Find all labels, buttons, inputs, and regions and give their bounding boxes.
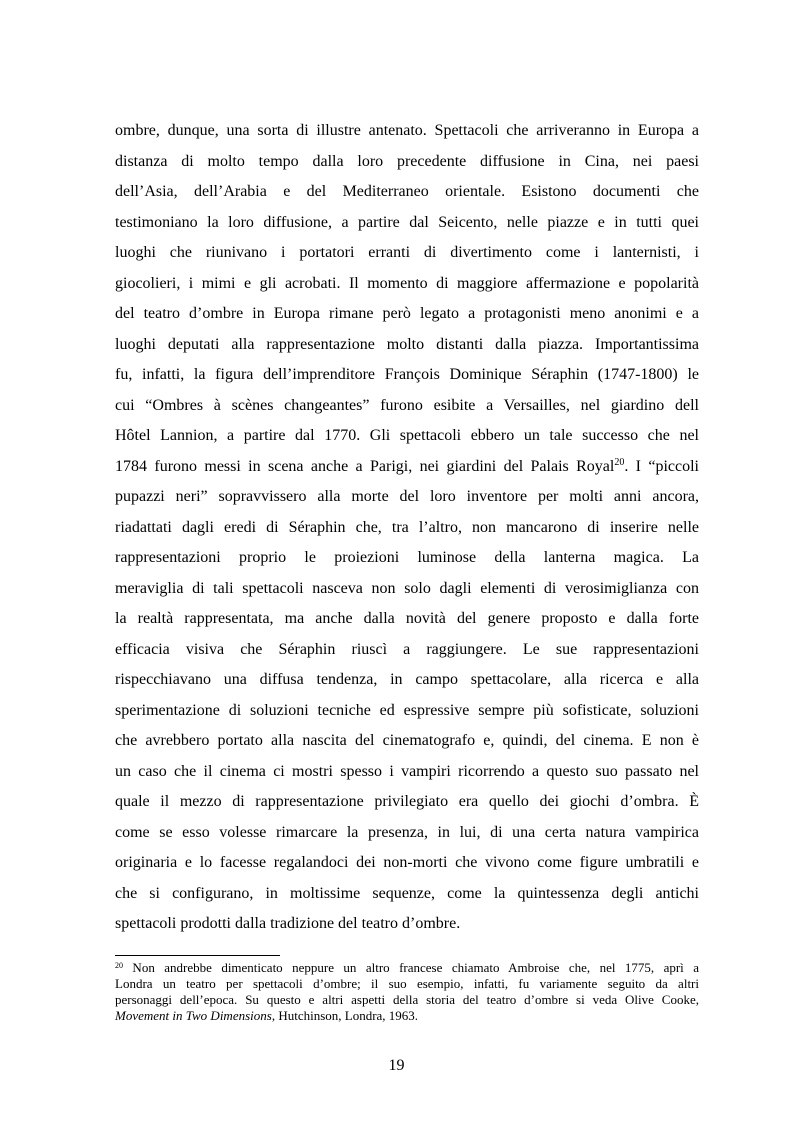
- text-segment: 1784 furono messi in scena anche a Parigi, nei giardini del Palais Royal: [115, 457, 615, 475]
- text-segment: , Hutchinson, Londra, 1963.: [271, 1008, 419, 1023]
- text-line: cui “Ombres à scènes changeantes” furono esibite a Versailles, nel giardino dell: [115, 396, 699, 414]
- text-line: che avrebbero portato alla nascita del cinematografo e, quindi, del cinema. E non è: [115, 732, 699, 749]
- text-line: fu, infatti, la figura dell’imprenditore François Dominique Séraphin (1747-1800) le: [115, 366, 699, 383]
- text-line-with-footnote-ref: [115, 452, 699, 483]
- text-line: originaria e lo facesse regalandoci dei non-morti che vivono come figure umbratili e: [115, 854, 699, 871]
- text-line: Hôtel Lannion, a partire dal 1770. Gli spettacoli ebbero un tale successo che nel: [115, 427, 699, 444]
- text-line: che si configurano, in moltissime sequenze, come la quintessenza degli antichi: [115, 884, 699, 902]
- text-line: rispecchiavano una diffusa tendenza, in campo spettacolare, alla ricerca e alla: [115, 671, 699, 688]
- text-line: dell’Asia, dell’Arabia e del Mediterraneo orientale. Esistono documenti che: [115, 183, 699, 200]
- text-line: la realtà rappresentata, ma anche dalla novità del genere proposto e dalla forte: [115, 610, 699, 627]
- text-line: giocolieri, i mimi e gli acrobati. Il momento di maggiore affermazione e popolarità: [115, 274, 699, 292]
- text-line: meraviglia di tali spettacoli nasceva non solo dagli elementi di verosimiglianza con: [115, 579, 699, 597]
- text-line: sperimentazione di soluzioni tecniche ed espressive sempre più sofisticate, soluzioni: [115, 701, 699, 719]
- page-number: 19: [388, 1057, 405, 1074]
- text-line: rappresentazioni proprio le proiezioni luminose della lanterna magica. La: [115, 549, 699, 566]
- text-line: testimoniano la loro diffusione, a partire dal Seicento, nelle piazze e in tutti quei: [115, 213, 699, 231]
- text-line: del teatro d’ombre in Europa rimane però legato a protagonisti meno anonimi e a: [115, 305, 699, 322]
- body-text: [115, 116, 699, 940]
- text-line: riadattati dagli eredi di Séraphin che, tra l’altro, non mancarono di inserire nelle: [115, 518, 699, 536]
- book-title: Movement in Two Dimensions: [115, 1008, 272, 1023]
- footnote-divider: [115, 955, 280, 956]
- footnote: [115, 960, 699, 1024]
- text-line: un caso che il cinema ci mostri spesso i vampiri ricorrendo a questo suo passato nel: [115, 762, 699, 780]
- footnote-line: Londra un teatro per spettacoli d’ombre; il suo esempio, infatti, fu variamente seguito da altri: [115, 976, 699, 991]
- footnote-line: [115, 960, 699, 976]
- text-segment: Non andrebbe dimenticato neppure un altro francese chiamato Ambroise che, nel 1775, aprì a: [123, 960, 699, 975]
- text-line: pupazzi neri” sopravvissero alla morte del loro inventore per molti anni ancora,: [115, 488, 699, 505]
- footnote-reference[interactable]: 20: [614, 456, 625, 468]
- text-line: efficacia visiva che Séraphin riuscì a raggiungere. Le sue rappresentazioni: [115, 640, 699, 658]
- footnote-line: personaggi dell’epoca. Su questo e altri aspetti della storia del teatro d’ombre si veda Olive Cooke,: [115, 992, 699, 1007]
- text-line: quale il mezzo di rappresentazione privilegiato era quello dei giochi d’ombra. È: [115, 793, 699, 810]
- text-line: luoghi deputati alla rappresentazione molto distanti dalla piazza. Importantissima: [115, 335, 699, 353]
- text-line: ombre, dunque, una sorta di illustre antenato. Spettacoli che arriveranno in Europa a: [115, 122, 699, 139]
- text-line: come se esso volesse rimarcare la presenza, in lui, di una certa natura vampirica: [115, 823, 699, 841]
- text-segment: . I “piccoli: [624, 457, 699, 475]
- footnote-marker: 20: [115, 961, 123, 970]
- footnote-line: [115, 1008, 699, 1024]
- text-line: distanza di molto tempo dalla loro precedente diffusione in Cina, nei paesi: [115, 152, 699, 170]
- text-line: spettacoli prodotti dalla tradizione del teatro d’ombre.: [115, 915, 461, 932]
- text-line: luoghi che riunivano i portatori erranti di divertimento come i lanternisti, i: [115, 244, 699, 261]
